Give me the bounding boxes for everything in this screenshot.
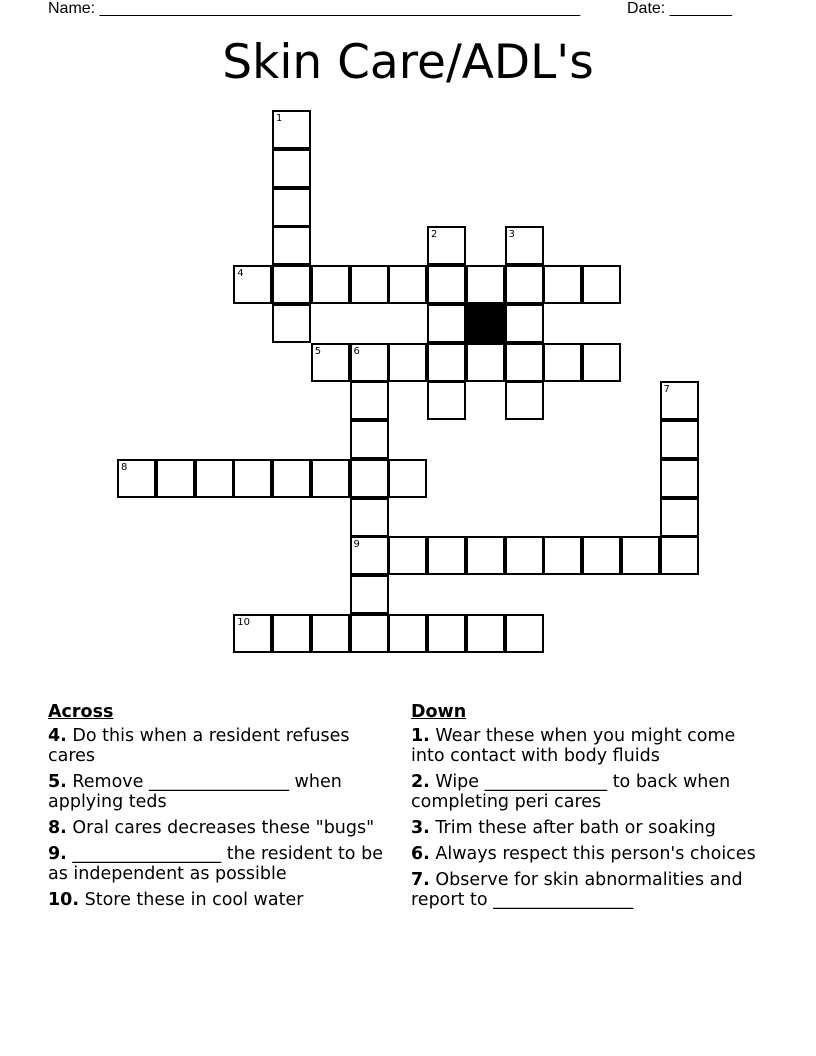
clue-down-7 (411, 870, 756, 910)
clue-number: 9. (48, 844, 67, 864)
clue-number-label: 1 (276, 113, 283, 124)
crossword-cell[interactable] (350, 498, 389, 537)
crossword-cell[interactable] (272, 110, 311, 149)
crossword-cell[interactable] (117, 459, 156, 498)
crossword-cell[interactable] (660, 498, 699, 537)
clue-number: 1. (411, 726, 430, 746)
crossword-cell[interactable] (582, 343, 621, 382)
crossword-cell[interactable] (543, 265, 582, 304)
clue-down-6 (411, 844, 756, 864)
clue-number-label: 9 (353, 539, 360, 551)
clue-number: 4. (48, 726, 67, 746)
crossword-cell[interactable] (466, 614, 505, 653)
crossword-cell[interactable] (505, 536, 544, 575)
crossword-cell[interactable] (311, 265, 350, 304)
crossword-cell[interactable] (466, 265, 505, 304)
clue-number-label: 6 (353, 345, 360, 357)
crossword-cell[interactable] (195, 459, 234, 498)
crossword-block (466, 304, 505, 343)
crossword-cell[interactable] (505, 343, 544, 382)
crossword-cell[interactable] (272, 459, 311, 498)
clue-number: 10. (48, 890, 80, 910)
clue-number-label: 2 (431, 229, 438, 241)
clue-text: Store these in cool water (84, 890, 304, 910)
clue-number: 2. (411, 772, 430, 792)
clue-text: Oral cares decreases these "bugs" (72, 818, 375, 838)
name-blank: ______________________________________________________ (99, 0, 581, 17)
clue-across-4 (48, 726, 388, 766)
crossword-cell[interactable] (350, 614, 389, 653)
crossword-cell[interactable] (427, 614, 466, 653)
crossword-cell[interactable] (427, 536, 466, 575)
crossword-cell[interactable] (427, 304, 466, 343)
crossword-cell[interactable] (427, 381, 466, 420)
date-label: Date: (627, 0, 666, 17)
crossword-cell[interactable] (350, 265, 389, 304)
across-heading: Across (48, 702, 114, 722)
clue-text: Wipe ______________ to back when completing peri cares (411, 772, 731, 812)
clue-down-1 (411, 726, 756, 766)
clue-number-label: 4 (237, 268, 244, 279)
clue-across-8 (48, 818, 388, 838)
crossword-cell[interactable] (272, 265, 311, 304)
down-heading: Down (411, 702, 467, 722)
crossword-cell[interactable] (350, 343, 389, 382)
clue-number: 6. (411, 844, 430, 864)
crossword-cell[interactable] (272, 614, 311, 653)
crossword-cell[interactable] (272, 188, 311, 227)
crossword-cell[interactable] (388, 536, 427, 575)
crossword-cell[interactable] (388, 459, 427, 498)
crossword-cell[interactable] (543, 536, 582, 575)
crossword-cell[interactable] (621, 536, 660, 575)
crossword-cell[interactable] (350, 536, 389, 575)
clue-down-2 (411, 772, 756, 812)
crossword-cell[interactable] (388, 614, 427, 653)
clue-text: Always respect this person's choices (435, 844, 756, 864)
clue-number-label: 8 (121, 461, 128, 473)
name-label: Name: (48, 0, 96, 17)
crossword-cell[interactable] (350, 420, 389, 459)
across-clues (48, 702, 388, 916)
clue-down-3 (411, 818, 756, 838)
crossword-cell[interactable] (233, 459, 272, 498)
clue-number-label: 3 (508, 229, 515, 241)
crossword-cell[interactable] (272, 304, 311, 343)
crossword-cell[interactable] (427, 226, 466, 265)
crossword-cell[interactable] (272, 149, 311, 188)
crossword-cell[interactable] (350, 381, 389, 420)
crossword-cell[interactable] (660, 459, 699, 498)
crossword-cell[interactable] (543, 343, 582, 382)
clue-number: 5. (48, 772, 67, 792)
crossword-cell[interactable] (466, 536, 505, 575)
down-clues (411, 702, 756, 916)
clue-number: 3. (411, 818, 430, 838)
crossword-cell[interactable] (427, 343, 466, 382)
crossword-cell[interactable] (505, 614, 544, 653)
crossword-cell[interactable] (660, 420, 699, 459)
clue-number-label: 5 (314, 345, 322, 357)
clue-number-label: 7 (663, 384, 670, 396)
crossword-cell[interactable] (311, 614, 350, 653)
clue-number-label: 10 (237, 616, 251, 628)
crossword-cell[interactable] (311, 459, 350, 498)
clue-text: Wear these when you might come into contact with body fluids (411, 726, 736, 766)
page-title: Skin Care/ADL's (222, 35, 594, 90)
crossword-cell[interactable] (660, 536, 699, 575)
clue-across-5 (48, 772, 388, 812)
clue-across-9 (48, 844, 388, 884)
clue-text: _________________ the resident to be as independent as possible (48, 844, 383, 884)
crossword-cell[interactable] (505, 226, 544, 265)
crossword-cell[interactable] (466, 343, 505, 382)
crossword-cell[interactable] (233, 265, 272, 304)
crossword-cell[interactable] (505, 265, 544, 304)
crossword-cell[interactable] (660, 381, 699, 420)
crossword-cell[interactable] (388, 265, 427, 304)
crossword-cell[interactable] (388, 343, 427, 382)
clue-text: Trim these after bath or soaking (435, 818, 716, 838)
crossword-cell[interactable] (350, 459, 389, 498)
crossword-cell[interactable] (505, 304, 544, 343)
clue-number: 7. (411, 870, 430, 890)
crossword-cell[interactable] (311, 343, 350, 382)
crossword-cell[interactable] (582, 265, 621, 304)
crossword-cell[interactable] (582, 536, 621, 575)
crossword-cell[interactable] (350, 575, 389, 614)
crossword-cell[interactable] (272, 226, 311, 265)
crossword-cell[interactable] (427, 265, 466, 304)
clue-number: 8. (48, 818, 67, 838)
clue-across-10 (48, 890, 388, 910)
clue-text: Remove ________________ when applying teds (48, 772, 342, 812)
clue-text: Observe for skin abnormalities and report to ________________ (411, 870, 743, 910)
crossword-cell[interactable] (156, 459, 195, 498)
crossword-cell[interactable] (505, 381, 544, 420)
clue-text: Do this when a resident refuses cares (48, 726, 350, 766)
date-blank: _______ (669, 0, 732, 17)
crossword-cell[interactable] (233, 614, 272, 653)
